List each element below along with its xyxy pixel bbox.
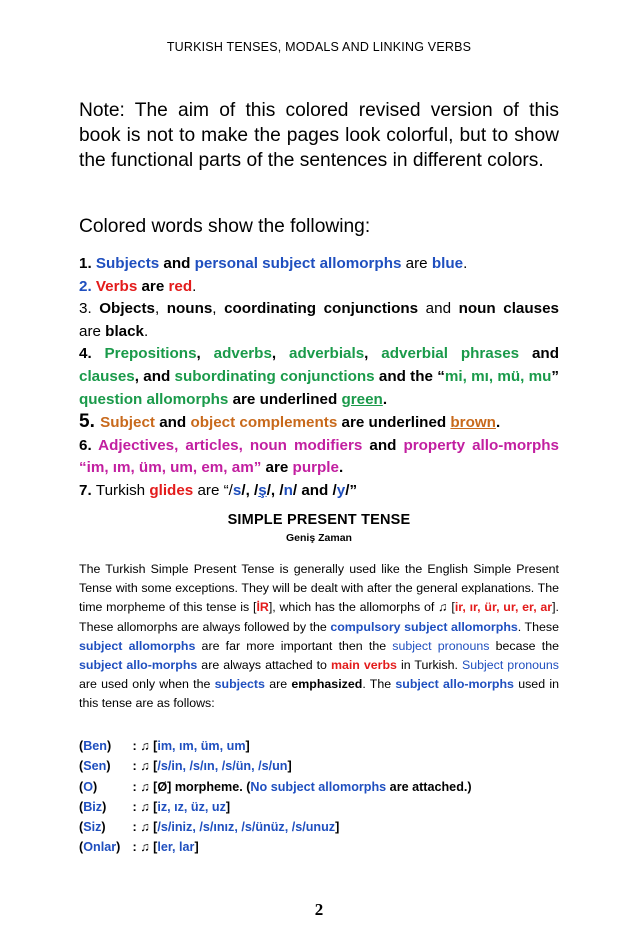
- allomorph-row: (O) : ♫ [Ø] morpheme. (No subject allomorphs are attached.): [79, 779, 472, 794]
- color-legend: [79, 253, 559, 503]
- note-paragraph: Note: The aim of this colored revised version of this book is not to make the pages look colorful, but to show the functional parts of the sentences in different colors.: [79, 100, 559, 171]
- legend-item-adjectives: 6. Adjectives, articles, noun modifiers and property allo-morphs “im, ım, üm, um, em, am” are purple.: [79, 436, 560, 477]
- legend-item-verbs: 2. Verbs are red.: [79, 277, 197, 295]
- page-number: 2: [314, 900, 324, 919]
- allomorph-row: (Ben) : ♫ [im, ım, üm, um]: [79, 739, 250, 753]
- legend-item-complements: 5. Subject and object complements are underlined brown.: [79, 411, 501, 433]
- allomorph-row: (Biz) : ♫ [iz, ız, üz, uz]: [79, 799, 231, 814]
- allomorph-list: [79, 736, 559, 858]
- legend-item-subjects: 1. Subjects and personal subject allomorphs are blue.: [79, 255, 468, 272]
- legend-item-prepositions: 4. Prepositions, adverbs, adverbials, adverbial phrases and clauses, and subordinating conjunctions and the “mi, mı, mü, mu” question allomorphs are underlined green.: [79, 345, 559, 408]
- section-title: SIMPLE PRESENT TENSE: [227, 512, 411, 528]
- colored-intro: Colored words show the following:: [79, 216, 371, 237]
- allomorph-row: (Sen) : ♫ [/s/in, /s/ın, /s/ün, /s/un]: [79, 759, 292, 774]
- running-header: TURKISH TENSES, MODALS AND LINKING VERBS: [166, 40, 472, 54]
- legend-item-objects: 3. Objects, nouns, coordinating conjunctions and noun clauses are black.: [79, 300, 559, 340]
- legend-item-glides: 7. Turkish glides are “/s/, /ş/, /n/ and /y/”: [79, 481, 358, 499]
- allomorph-row: (Onlar) : ♫ [ler, lar]: [79, 840, 199, 855]
- allomorph-row: (Siz) : ♫ [/s/iniz, /s/ınız, /s/ünüz, /s/unuz]: [79, 820, 340, 835]
- section-subtitle: Geniş Zaman: [286, 532, 352, 544]
- body-paragraph: The Turkish Simple Present Tense is generally used like the English Simple Present Tense with some exceptions. They will be dealt with after the general explanations. The time morpheme of this tense is [İR], which has the allomorphs of ♫ [ir, ır, ür, ur, er, ar]. These allomorphs are always followed by the compulsory subject allomorphs. These subject allomorphs are far more important then the subject pronouns becase the subject allo-morphs are always attached to main verbs in Turkish. Subject pronouns are used only when the subjects are emphasized. The subject allo-morphs used in this tense are as follows:: [79, 562, 559, 711]
